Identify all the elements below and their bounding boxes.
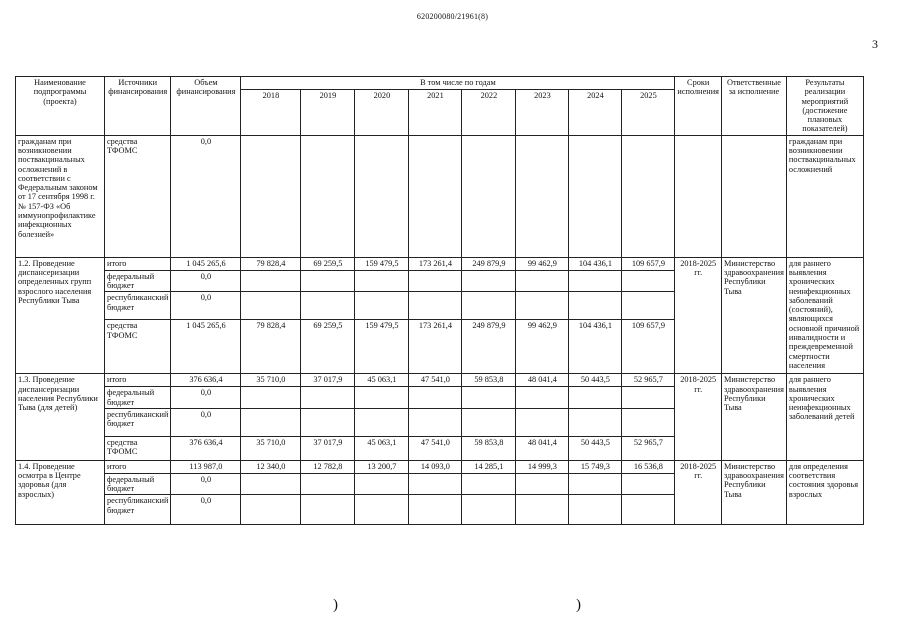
year-value: 35 710,0 xyxy=(241,436,301,460)
source-cell: федеральный бюджет xyxy=(105,473,171,495)
year-value: 12 340,0 xyxy=(241,460,301,473)
header-year: 2025 xyxy=(622,90,675,135)
table-row xyxy=(16,460,864,473)
volume-cell: 376 636,4 xyxy=(171,374,241,387)
table-row xyxy=(16,135,864,257)
year-value: 12 782,8 xyxy=(301,460,355,473)
result-cell: гражданам при возникновении поствакцинальных осложнений xyxy=(786,135,863,257)
year-value: 50 443,5 xyxy=(569,374,622,387)
year-value: 109 657,9 xyxy=(622,320,675,374)
year-value: 173 261,4 xyxy=(409,257,462,270)
volume-cell: 0,0 xyxy=(171,270,241,292)
measure-name: гражданам при возникновении поствакцинальных осложнений в соответствии с Федеральным законом от 17 сентября 1998 г. № 157-ФЗ «Об иммунопрофилактике инфекционных болезней» xyxy=(16,135,105,257)
result-cell: для раннего выявления хронических неинфекционных заболеваний (состояний), являющихся основной причиной инвалидности и преждевременной смертности населения xyxy=(786,257,863,374)
year-value: 249 879,9 xyxy=(462,257,516,270)
source-cell: средства ТФОМС xyxy=(105,436,171,460)
terms-cell: 2018-2025 гг. xyxy=(675,374,722,461)
year-value: 35 710,0 xyxy=(241,374,301,387)
table-row xyxy=(16,374,864,387)
source-cell: федеральный бюджет xyxy=(105,387,171,409)
year-value: 14 285,1 xyxy=(462,460,516,473)
header-year: 2020 xyxy=(355,90,409,135)
year-value: 14 999,3 xyxy=(516,460,569,473)
volume-cell: 113 987,0 xyxy=(171,460,241,473)
footer-mark: ) xyxy=(576,597,581,613)
year-value: 47 541,0 xyxy=(409,374,462,387)
financing-table xyxy=(15,76,864,525)
header-volume: Объем финансирования xyxy=(171,77,241,136)
header-terms: Сроки исполнения xyxy=(675,77,722,136)
year-value: 79 828,4 xyxy=(241,257,301,270)
year-value: 48 041,4 xyxy=(516,436,569,460)
volume-cell: 1 045 265,6 xyxy=(171,257,241,270)
page-number: 3 xyxy=(872,37,878,51)
responsible-cell: Министерство здравоохранения Республики Тыва xyxy=(721,257,786,374)
year-value: 69 259,5 xyxy=(301,320,355,374)
terms-cell: 2018-2025 гг. xyxy=(675,257,722,374)
year-value: 37 017,9 xyxy=(301,374,355,387)
volume-cell: 1 045 265,6 xyxy=(171,320,241,374)
year-value: 50 443,5 xyxy=(569,436,622,460)
header-year: 2024 xyxy=(569,90,622,135)
year-value: 15 749,3 xyxy=(569,460,622,473)
header-year: 2019 xyxy=(301,90,355,135)
source-cell: итого xyxy=(105,460,171,473)
responsible-cell: Министерство здравоохранения Республики Тыва xyxy=(721,460,786,525)
volume-cell: 0,0 xyxy=(171,292,241,320)
year-value: 159 479,5 xyxy=(355,320,409,374)
header-results: Результаты реализации мероприятий (достижение плановых показателей) xyxy=(786,77,863,136)
source-cell: федеральный бюджет xyxy=(105,270,171,292)
year-value: 52 965,7 xyxy=(622,436,675,460)
source-cell: средства ТФОМС xyxy=(105,320,171,374)
volume-cell: 0,0 xyxy=(171,408,241,436)
header-year: 2018 xyxy=(241,90,301,135)
header-year: 2022 xyxy=(462,90,516,135)
year-value: 59 853,8 xyxy=(462,436,516,460)
terms-cell: 2018-2025 гг. xyxy=(675,460,722,525)
year-value: 13 200,7 xyxy=(355,460,409,473)
document-id: 620200080/21961(8) xyxy=(416,12,489,21)
header-responsible: Ответственные за исполнение xyxy=(721,77,786,136)
volume-cell: 376 636,4 xyxy=(171,436,241,460)
footer-mark: ) xyxy=(333,597,338,613)
volume-cell: 0,0 xyxy=(171,495,241,525)
source-cell: средства ТФОМС xyxy=(105,135,171,257)
result-cell: для определения соответствия состояния здоровья взрослых xyxy=(786,460,863,525)
measure-name: 1.3. Проведение диспансеризации населения Республики Тыва (для детей) xyxy=(16,374,105,461)
year-value: 69 259,5 xyxy=(301,257,355,270)
header-year: 2021 xyxy=(409,90,462,135)
year-value: 52 965,7 xyxy=(622,374,675,387)
header-year: 2023 xyxy=(516,90,569,135)
source-cell: республиканский бюджет xyxy=(105,495,171,525)
year-value: 47 541,0 xyxy=(409,436,462,460)
header-sources: Источники финансирования xyxy=(105,77,171,136)
year-value: 99 462,9 xyxy=(516,257,569,270)
source-cell: республиканский бюджет xyxy=(105,292,171,320)
year-value: 14 093,0 xyxy=(409,460,462,473)
source-cell: республиканский бюджет xyxy=(105,408,171,436)
year-value: 104 436,1 xyxy=(569,257,622,270)
year-value: 79 828,4 xyxy=(241,320,301,374)
table-row xyxy=(16,257,864,270)
result-cell: для раннего выявления хронических неинфекционных заболеваний детей xyxy=(786,374,863,461)
year-value: 45 063,1 xyxy=(355,436,409,460)
measure-name: 1.2. Проведение диспансеризации определенных групп взрослого населения Республики Тыва xyxy=(16,257,105,374)
year-value: 159 479,5 xyxy=(355,257,409,270)
header-name: Наименование подпрограммы (проекта) xyxy=(16,77,105,136)
measure-name: 1.4. Проведение осмотра в Центре здоровья (для взрослых) xyxy=(16,460,105,525)
year-value: 48 041,4 xyxy=(516,374,569,387)
volume-cell: 0,0 xyxy=(171,473,241,495)
header-years-group: В том числе по годам xyxy=(241,77,675,90)
source-cell: итого xyxy=(105,374,171,387)
year-value: 173 261,4 xyxy=(409,320,462,374)
year-value: 249 879,9 xyxy=(462,320,516,374)
year-value: 104 436,1 xyxy=(569,320,622,374)
volume-cell: 0,0 xyxy=(171,135,241,257)
year-value: 99 462,9 xyxy=(516,320,569,374)
year-value: 37 017,9 xyxy=(301,436,355,460)
source-cell: итого xyxy=(105,257,171,270)
year-value: 59 853,8 xyxy=(462,374,516,387)
volume-cell: 0,0 xyxy=(171,387,241,409)
year-value: 45 063,1 xyxy=(355,374,409,387)
year-value: 109 657,9 xyxy=(622,257,675,270)
responsible-cell: Министерство здравоохранения Республики Тыва xyxy=(721,374,786,461)
year-value: 16 536,8 xyxy=(622,460,675,473)
